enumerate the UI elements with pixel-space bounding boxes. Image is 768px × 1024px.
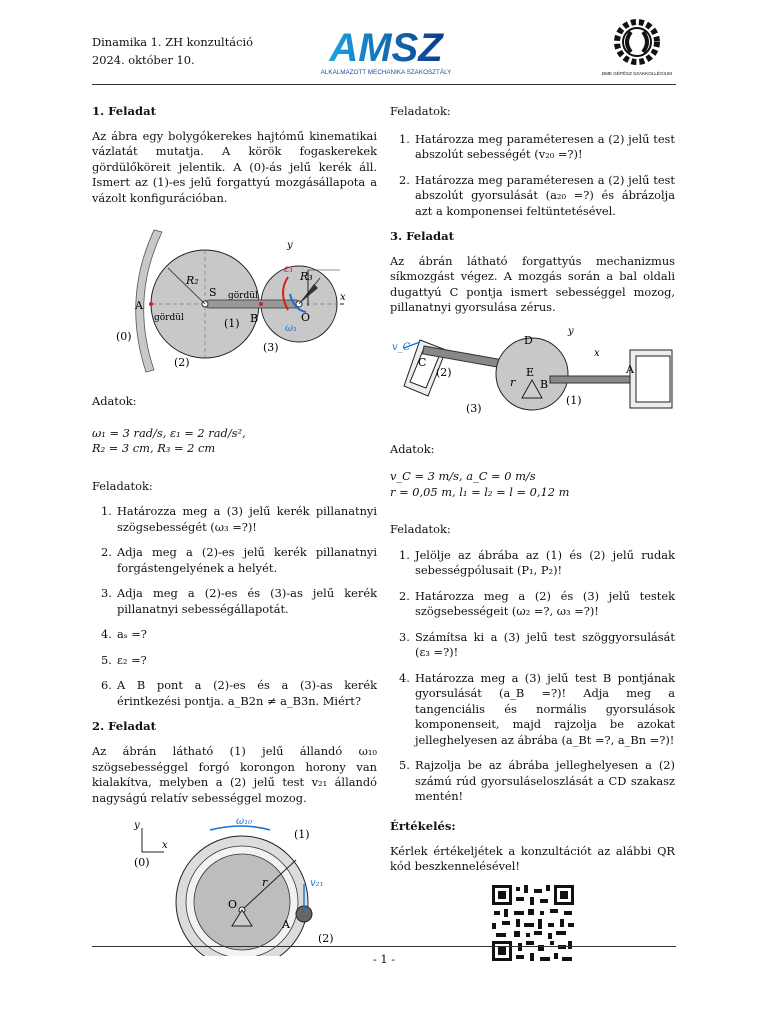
amsz-logo [312, 27, 460, 77]
fig1-label-y: y [287, 240, 293, 252]
eval-text: Kérlek értékeljétek a konzultációt az alábbi QR kód beszkennelésével! [390, 843, 675, 874]
task1-data-line2: R₂ = 3 cm, R₃ = 2 cm [92, 441, 216, 456]
amsz-logo-text: AMSZ [329, 27, 443, 70]
task1-tasks-label: Feladatok: [92, 478, 153, 493]
fig3-label-vC: v_C [392, 341, 411, 353]
list-item: 2. Határozza meg a (2) és (3) jelű testek szögsebességeit (ω₂ =?, ω₃ =?)! [399, 588, 675, 619]
task3-data-line1: v_C = 3 m/s, a_C = 0 m/s [390, 469, 536, 484]
list-item: 3. Számítsa ki a (3) jelű test szöggyorsulását (ε₃ =?)! [399, 629, 675, 660]
fig1-label-B: B [250, 312, 259, 326]
fig2-label-v21: v₂₁ [310, 878, 324, 890]
fig1-label-O: O [301, 311, 311, 325]
list-item: 1. Jelölje az ábrába az (1) és (2) jelű rudak sebességpólusait (P₁, P₂)! [399, 547, 675, 578]
list-item: 4. Határozza meg a (3) jelű test B pontjának gyorsulását (a_B =?)! Adja meg a tangenciális és normális gyorsulások komponenseit, majd rajzolja be azokat jelleghelyesen az ábrába (a_Bt =?, a_Bn =?)! [399, 670, 675, 747]
footer-rule [92, 946, 676, 947]
fig2-label-r: r [262, 876, 268, 890]
header-text [92, 34, 253, 69]
list-item: 1. Határozza meg a (3) jelű kerék pillanatnyi szögsebességét (ω₃ =?)! [101, 504, 377, 534]
fig2-label-0: (0) [134, 856, 150, 870]
list-item: 6. A B pont a (2)-es és a (3)-as kerék érintkezési pontja. a_B2n ≠ a_B3n. Miért? [101, 678, 377, 708]
list-item: 5. Rajzolja be az ábrába jelleghelyesen a (2) számú rúd gyorsuláseloszlását a CD szakasz mentén! [399, 758, 675, 804]
fig3-label-x: x [594, 347, 600, 359]
fig2-label-A: A [282, 918, 290, 932]
eval-title: Értékelés: [390, 818, 456, 833]
list-item: 2. Határozza meg paraméteresen a (2) jelű test abszolút gyorsulását (a₂₀ =?) és ábrázolja azt a komponensei feltüntetésével. [399, 172, 675, 218]
fig1-label-3: (3) [263, 341, 279, 355]
course-title: Dinamika 1. ZH konzultáció [92, 35, 253, 49]
task2-figure [92, 814, 377, 956]
fig1-label-gordul-1: gördül [228, 291, 258, 302]
task3-task-list [390, 548, 675, 805]
task1-data-line1: ω₁ = 3 rad/s, ε₁ = 2 rad/s², [92, 425, 246, 440]
fig1-label-x: x [340, 292, 346, 304]
list-item: 3. Adja meg a (2)-es és (3)-as jelű kerék pillanatnyi sebességállapotát. [101, 586, 377, 616]
left-column [92, 104, 377, 956]
fig3-label-y: y [568, 325, 574, 337]
fig2-label-2: (2) [318, 932, 334, 946]
fig3-label-C: C [418, 355, 427, 369]
task1-data-label: Adatok: [92, 394, 137, 409]
task3-data-label: Adatok: [390, 441, 435, 456]
task3-tasks-label: Feladatok: [390, 522, 451, 537]
date: 2024. október 10. [92, 52, 195, 67]
fig3-label-D: D [524, 333, 533, 347]
fig3-label-A: A [626, 362, 634, 376]
fig3-label-3: (3) [466, 401, 482, 415]
fig3-label-r: r [510, 375, 516, 389]
fig3-label-E: E [526, 365, 535, 379]
page-number: - 1 - [372, 952, 396, 966]
fig1-label-eps1: ε₁ [284, 264, 294, 276]
fig1-label-1: (1) [224, 317, 240, 331]
fig1-label-R2: R₂ [186, 274, 199, 288]
list-item: 2. Adja meg a (2)-es jelű kerék pillanatnyi forgástengelyének a helyét. [101, 545, 377, 575]
task2-tasks-label: Feladatok: [390, 104, 451, 118]
list-item: 1. Határozza meg paraméteresen a (2) jelű test abszolút sebességét (v₂₀ =?)! [399, 131, 675, 161]
bme-logo-sub: BME GÉPÉSZ SZAKKOLLÉGIUM [602, 71, 672, 76]
fig1-label-A: A [135, 299, 143, 313]
task3-data-line2: r = 0,05 m, l₁ = l₂ = l = 0,12 m [390, 484, 570, 499]
task3-title: 3. Feladat [390, 229, 455, 243]
fig2-label-y: y [134, 820, 140, 832]
task2-intro: Az ábrán látható (1) jelű állandó ω₁₀ szögsebességgel forgó korongon horony van kialakítva, melyben a (2) jelű test v₂₁ állandó nagyságú relatív sebességgel mozog. [92, 744, 377, 805]
fig3-label-2: (2) [436, 365, 452, 379]
task1-task-list [92, 504, 377, 709]
fig1-label-gordul-2: gördül [154, 313, 184, 324]
fig1-label-R3: R₃ [300, 270, 313, 284]
list-item: 5. ε₂ =? [101, 652, 147, 667]
task1-intro: Az ábra egy bolygókerekes hajtómű kinematikai vázlatát mutatja. A körök fogaskerekek gördülőköreit jelentik. A (0)-ás jelű kerék áll. Ismert az (1)-es jelű forgattyú mozgásállapota a vázolt konfigurációban. [92, 128, 377, 205]
fig3-label-B: B [540, 377, 549, 391]
right-column [390, 104, 675, 963]
fig2-label-1: (1) [294, 828, 310, 842]
task3-intro: Az ábrán látható forgattyús mechanizmus síkmozgást végez. A mozgás során a bal oldali dugattyú C pontja ismert sebességgel mozog, pillanatnyi gyorsulása zérus. [390, 253, 675, 315]
fig1-label-0: (0) [116, 330, 132, 344]
task1-figure [92, 214, 377, 384]
task1-title: 1. Feladat [92, 104, 157, 118]
fig3-label-1: (1) [566, 393, 582, 407]
qr-code[interactable] [490, 883, 576, 963]
fig2-label-O: O [228, 898, 238, 912]
fig1-label-omega1: ω₁ [285, 323, 298, 335]
amsz-logo-sub: ALKALMAZOTT MECHANIKA SZAKOSZTÁLY [320, 69, 452, 76]
fig1-label-2: (2) [174, 356, 190, 370]
list-item: 4. aₛ =? [101, 627, 147, 642]
task3-figure [390, 326, 675, 426]
task2-task-list [390, 132, 675, 220]
bme-gepesz-logo [592, 18, 682, 80]
task2-title: 2. Feladat [92, 719, 157, 734]
fig1-label-S: S [209, 286, 217, 300]
fig2-label-omega10: ω₁₀ [236, 816, 253, 828]
header-rule [92, 84, 676, 85]
fig2-label-x: x [162, 840, 168, 852]
